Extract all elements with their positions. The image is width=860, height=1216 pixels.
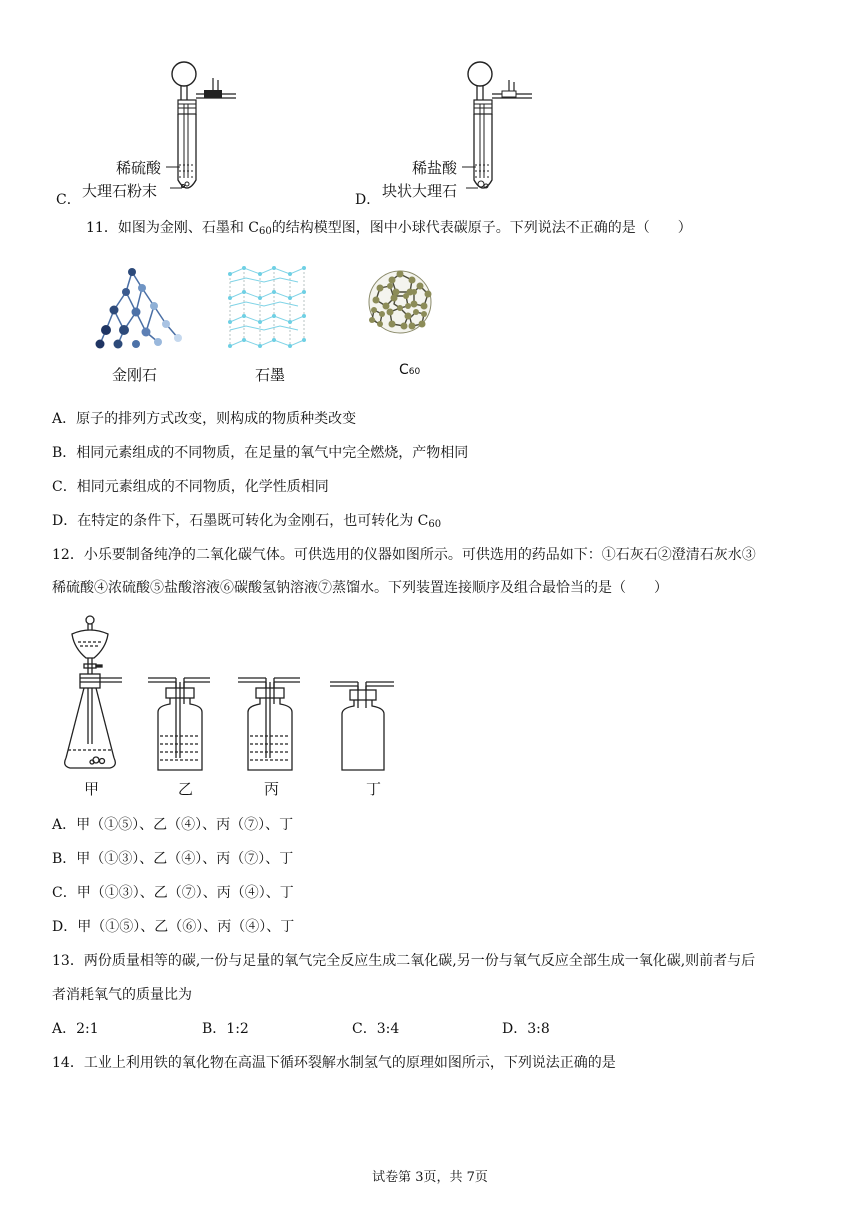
graphite-label: 石墨 — [255, 366, 286, 384]
label-yi: 乙 — [178, 780, 194, 798]
page-footer: 试卷第 3页，共 7页 — [372, 1170, 488, 1185]
q12-option-b[interactable]: B．甲（①③）、乙（④）、丙（⑦）、丁 — [52, 851, 294, 867]
q13-stem-line1: 13．两份质量相等的碳,一份与足量的氧气完全反应生成二氧化碳,另一份与氧气反应全部生成一氧化碳,则前者与后 — [52, 953, 756, 969]
diamond-structure-image — [96, 266, 186, 350]
label-jia: 甲 — [84, 780, 100, 798]
q14-stem: 14．工业上利用铁的氧化物在高温下循环裂解水制氢气的原理如图所示，下列说法正确的是 — [52, 1055, 616, 1071]
q13-option-a[interactable]: A．2:1 — [52, 1021, 99, 1037]
q12-stem-line1: 12．小乐要制备纯净的二氧化碳气体。可供选用的仪器如图所示。可供选用的药品如下：①石灰石②澄清石灰水③ — [52, 547, 756, 563]
label-bing: 丙 — [264, 780, 280, 798]
q13-stem-line2: 者消耗氧气的质量比为 — [52, 987, 192, 1003]
q13-option-b[interactable]: B．1:2 — [202, 1021, 249, 1037]
q12-option-a[interactable]: A．甲（①⑤）、乙（④）、丙（⑦）、丁 — [52, 817, 294, 833]
label-dilute-hydrochloric-acid: 稀盐酸 — [412, 159, 458, 177]
label-ding: 丁 — [366, 780, 382, 798]
option-c-letter: C． — [56, 192, 81, 208]
q11-option-c[interactable]: C．相同元素组成的不同物质，化学性质相同 — [52, 479, 329, 495]
q11-option-b[interactable]: B．相同元素组成的不同物质，在足量的氧气中完全燃烧，产物相同 — [52, 445, 469, 461]
c60-label: C60 — [399, 362, 421, 378]
diamond-label: 金刚石 — [112, 366, 158, 384]
label-marble-lumps: 块状大理石 — [382, 182, 458, 200]
label-dilute-sulfuric-acid: 稀硫酸 — [116, 159, 162, 177]
q11-option-a[interactable]: A．原子的排列方式改变，则构成的物质种类改变 — [52, 411, 357, 427]
q12-option-c[interactable]: C．甲（①③）、乙（⑦）、丙（④）、丁 — [52, 885, 294, 901]
q13-option-c[interactable]: C．3:4 — [352, 1021, 400, 1037]
c60-structure-image — [366, 266, 434, 338]
q11-stem: 11．如图为金刚、石墨和 C60的结构模型图，图中小球代表碳原子。下列说法不正确的是（ ） — [86, 220, 692, 237]
test-tube-apparatus-d — [0, 0, 860, 210]
q11-option-d[interactable]: D．在特定的条件下，石墨既可转化为金刚石，也可转化为 C60 — [52, 513, 442, 530]
gas-apparatus-set-image — [0, 608, 420, 788]
graphite-structure-image — [224, 264, 310, 352]
q13-option-d[interactable]: D．3:8 — [502, 1021, 550, 1037]
option-d-letter: D． — [355, 192, 381, 208]
label-marble-powder: 大理石粉末 — [82, 182, 158, 200]
q12-stem-line2: 稀硫酸④浓硫酸⑤盐酸溶液⑥碳酸氢钠溶液⑦蒸馏水。下列装置连接顺序及组合最恰当的是（ ） — [52, 580, 668, 596]
q12-option-d[interactable]: D．甲（①⑤）、乙（⑥）、丙（④）、丁 — [52, 919, 295, 935]
